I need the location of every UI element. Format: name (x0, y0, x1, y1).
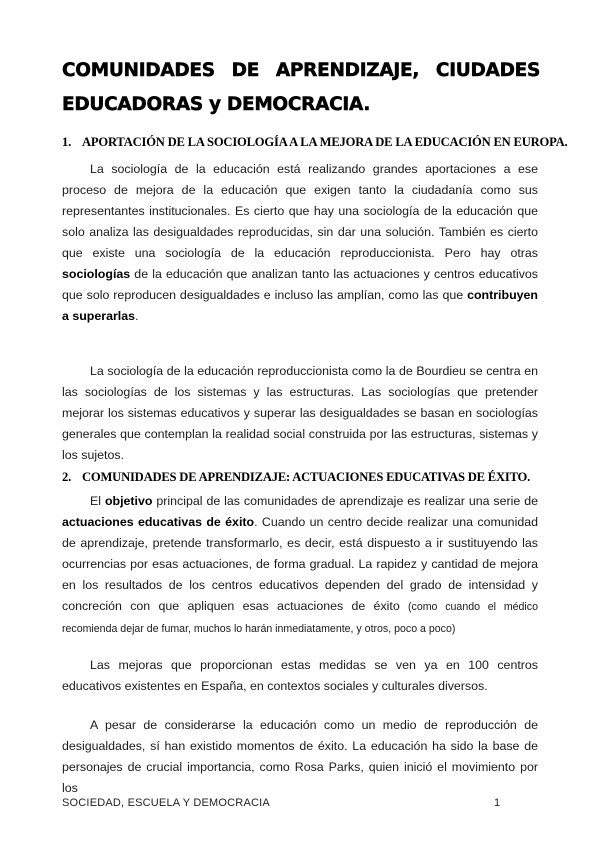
bold-text: objetivo (104, 494, 153, 508)
footer-title: SOCIEDAD, ESCUELA Y DEMOCRACIA (62, 797, 270, 809)
page-title (62, 54, 540, 122)
paragraph-text: . (135, 309, 139, 323)
bold-text: contribuyen a superarlas (62, 288, 538, 323)
section-2-heading-text: COMUNIDADES DE APRENDIZAJE: ACTUACIONES EDUCATIVAS DE ÉXITO. (82, 470, 531, 484)
section-2-paragraph-1 (62, 491, 538, 640)
paragraph-text: de la educación que analizan tanto las actuaciones y centros educativos que solo reproducen desigualdades e incluso las amplían, como las que (62, 267, 538, 302)
section-2-paragraph-3: A pesar de considerarse la educación como un medio de reproducción de desigualdades, sí han existido momentos de éxito. La educación ha sido la base de personajes de crucial importancia, como Rosa Parks, quien inició el movimiento por los (62, 718, 538, 795)
bold-text: sociologías (62, 267, 131, 281)
section-2-number: 2. (62, 470, 72, 484)
parenthetical-note: (como cuando el médico recomienda dejar de fumar, muchos lo harán inmediatamente, y otros, poco a poco) (62, 601, 538, 635)
title-line-1: COMUNIDADES DE APRENDIZAJE, CIUDADES (62, 60, 540, 81)
paragraph-text: . Cuando un centro decide realizar una comunidad de aprendizaje, pretende transformarlo, es decir, está dispuesto a ir sustituyendo las ocurrencias por esas actuaciones, de forma gradual. La rapidez y cantidad de mejora en los resultados de los centros educativos dependen del grado de intensidad y concreción con que apliquen esas actuaciones de éxito (62, 515, 538, 613)
section-1-paragraph-2: La sociología de la educación reproduccionista como la de Bourdieu se centra en las sociologías de los sistemas y las estructuras. Las sociologías que pretender mejorar los sistemas educativos y superar las desigualdades se basan en sociologías generales que contemplan la realidad social construida por las estructuras, sistemas y los sujetos. (62, 364, 538, 462)
paragraph-text: principal de las comunidades de aprendizaje es realizar una serie de (152, 494, 538, 508)
page-number: 1 (494, 797, 501, 809)
section-2-heading (62, 470, 530, 485)
section-2-paragraph-2: Las mejoras que proporcionan estas medidas se ven ya en 100 centros educativos existentes en España, en contextos sociales y culturales diversos. (62, 658, 538, 693)
paragraph-text: La sociología de la educación está realizando grandes aportaciones a ese proceso de mejora de la educación que exigen tanto la ciudadanía como sus representantes institucionales. Es cierto que hay una sociología de la educación que solo analiza las desigualdades reproducidas, sin dar una solución. También es cierto que existe una sociología de la educación reproduccionista. Pero hay otras (62, 162, 538, 260)
section-1-number: 1. (62, 135, 72, 149)
paragraph-text: El (90, 494, 105, 508)
title-line-2: EDUCADORAS y DEMOCRACIA. (62, 94, 371, 115)
section-1-paragraph-1 (62, 159, 538, 327)
section-1-heading (62, 135, 568, 150)
section-1-heading-text: APORTACIÓN DE LA SOCIOLOGÍA A LA MEJORA DE LA EDUCACIÓN EN EUROPA. (82, 135, 568, 149)
bold-text: actuaciones educativas de éxito (62, 515, 255, 529)
